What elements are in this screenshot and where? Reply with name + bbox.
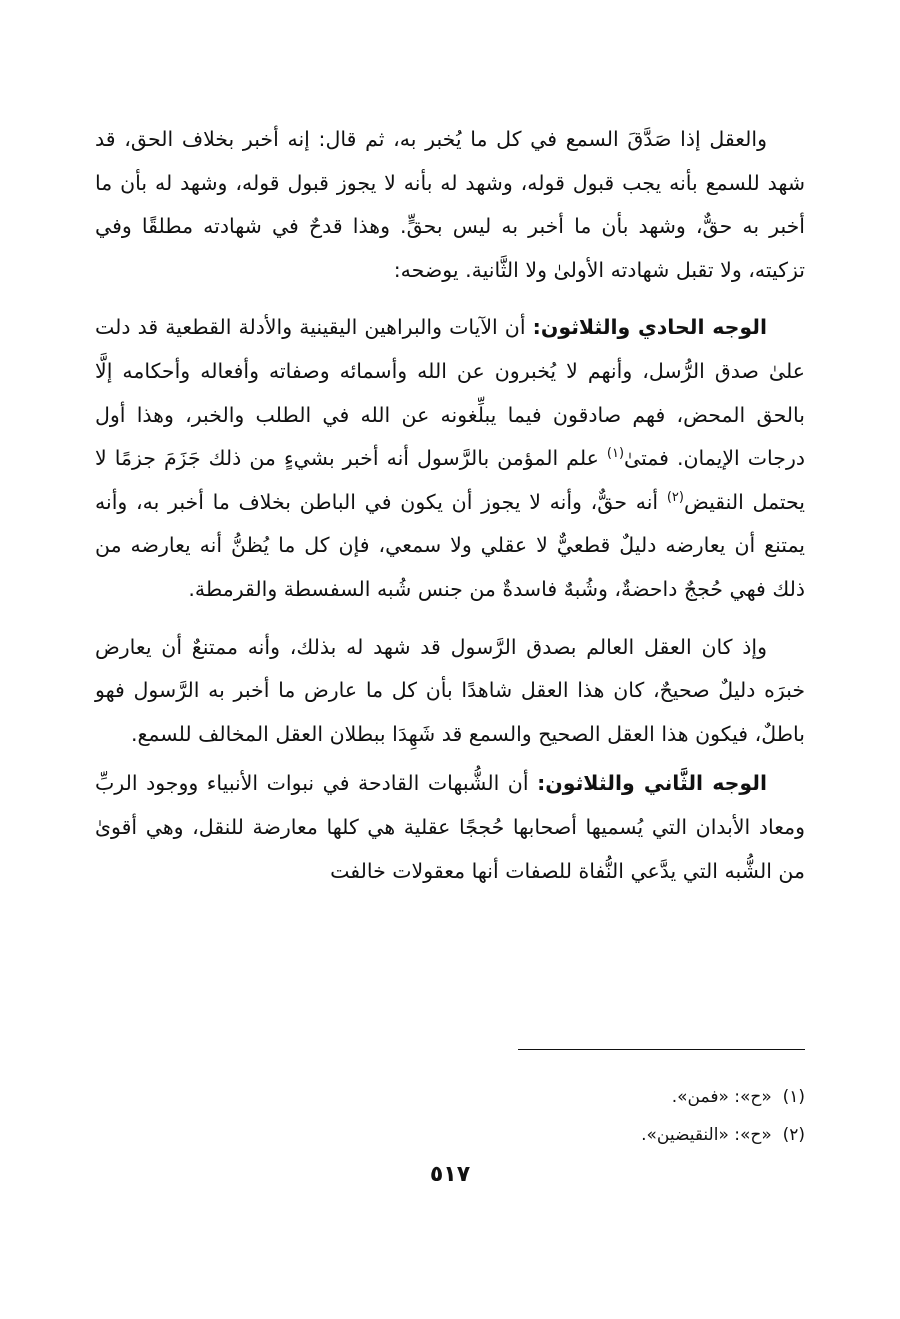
footnote-ref-1: (١) (606, 446, 625, 462)
paragraph-2-text-b: علم المؤمن بالرَّسول أنه أخبر بشيءٍ من ذلك جَزَمَ جزمًا لا يحتمل النقيض (95, 446, 805, 514)
footnote-1 (405, 1078, 805, 1116)
page-number: ٥١٧ (429, 1162, 471, 1187)
main-text (95, 118, 805, 893)
paragraph-4-text: أن الشُّبهات القادحة في نبوات الأنبياء ووجود الربِّ ومعاد الأبدان التي يُسميها أصحابها حُججًا عقلية هي كلها معارضة للنقل، وهي أقوىٰ من الشُّبه التي يدَّعي النُّفاة للصفات أنها معقولات خالفت (95, 771, 805, 883)
footnotes (405, 1078, 805, 1154)
footnote-2-number: (٢) (782, 1125, 805, 1145)
paragraph-2 (95, 306, 805, 611)
footnote-1-number: (١) (782, 1087, 805, 1107)
paragraph-2-text-a: أن الآيات والبراهين اليقينية والأدلة القطعية قد دلت علىٰ صدق الرُّسل، وأنهم لا يُخبرون عن الله وأسمائه وصفاته وأفعاله وأحكامه إلَّا بالحق المحض، فهم صادقون فيما يبلِّغونه عن الله في الطلب والخبر، وهذا أول درجات الإيمان. فمتىٰ (95, 315, 805, 471)
paragraph-1 (95, 118, 805, 292)
section-heading-32: الوجه الثَّاني والثلاثون: (537, 771, 767, 796)
footnote-separator (518, 1049, 805, 1050)
footnote-2 (405, 1116, 805, 1154)
paragraph-3 (95, 626, 805, 757)
paragraph-4 (95, 762, 805, 893)
paragraph-1-text: والعقل إذا صَدَّقَ السمع في كل ما يُخبر به، ثم قال: إنه أخبر بخلاف الحق، قد شهد للسمع بأنه يجب قبول قوله، وشهد له بأنه لا يجوز قبول قوله، وشهد له بأن ما أخبر به حقٌّ، وشهد بأن ما أخبر به ليس بحقٍّ. وهذا قدحٌ في شهادته مطلقًا وفي تزكيته، ولا تقبل شهادته الأولىٰ ولا الثَّانية. يوضحه: (95, 127, 805, 282)
footnote-2-text: «ح»: «النقيضين». (641, 1125, 772, 1145)
footnote-1-text: «ح»: «فمن». (671, 1087, 772, 1107)
footnote-ref-2: (٢) (666, 489, 684, 505)
paragraph-3-text: وإذ كان العقل العالم بصدق الرَّسول قد شهد له بذلك، وأنه ممتنعٌ أن يعارض خبرَه دليلٌ صحيحٌ، كان هذا العقل شاهدًا بأن كل ما عارض ما أخبر به الرَّسول فهو باطلٌ، فيكون هذا العقل الصحيح والسمع قد شَهِدَا ببطلان العقل المخالف للسمع. (95, 634, 805, 746)
paragraph-2-text-c: أنه حقٌّ، وأنه لا يجوز أن يكون في الباطن بخلاف ما أخبر به، وأنه يمتنع أن يعارضه دليلٌ قطعيٌّ لا عقلي ولا سمعي، فإن كل ما يُظنُّ أنه يعارضه من ذلك فهي حُججٌ داحضةٌ، وشُبهٌ فاسدةٌ من جنس شُبه السفسطة والقرمطة. (95, 489, 805, 601)
section-heading-31: الوجه الحادي والثلاثون: (532, 315, 767, 340)
